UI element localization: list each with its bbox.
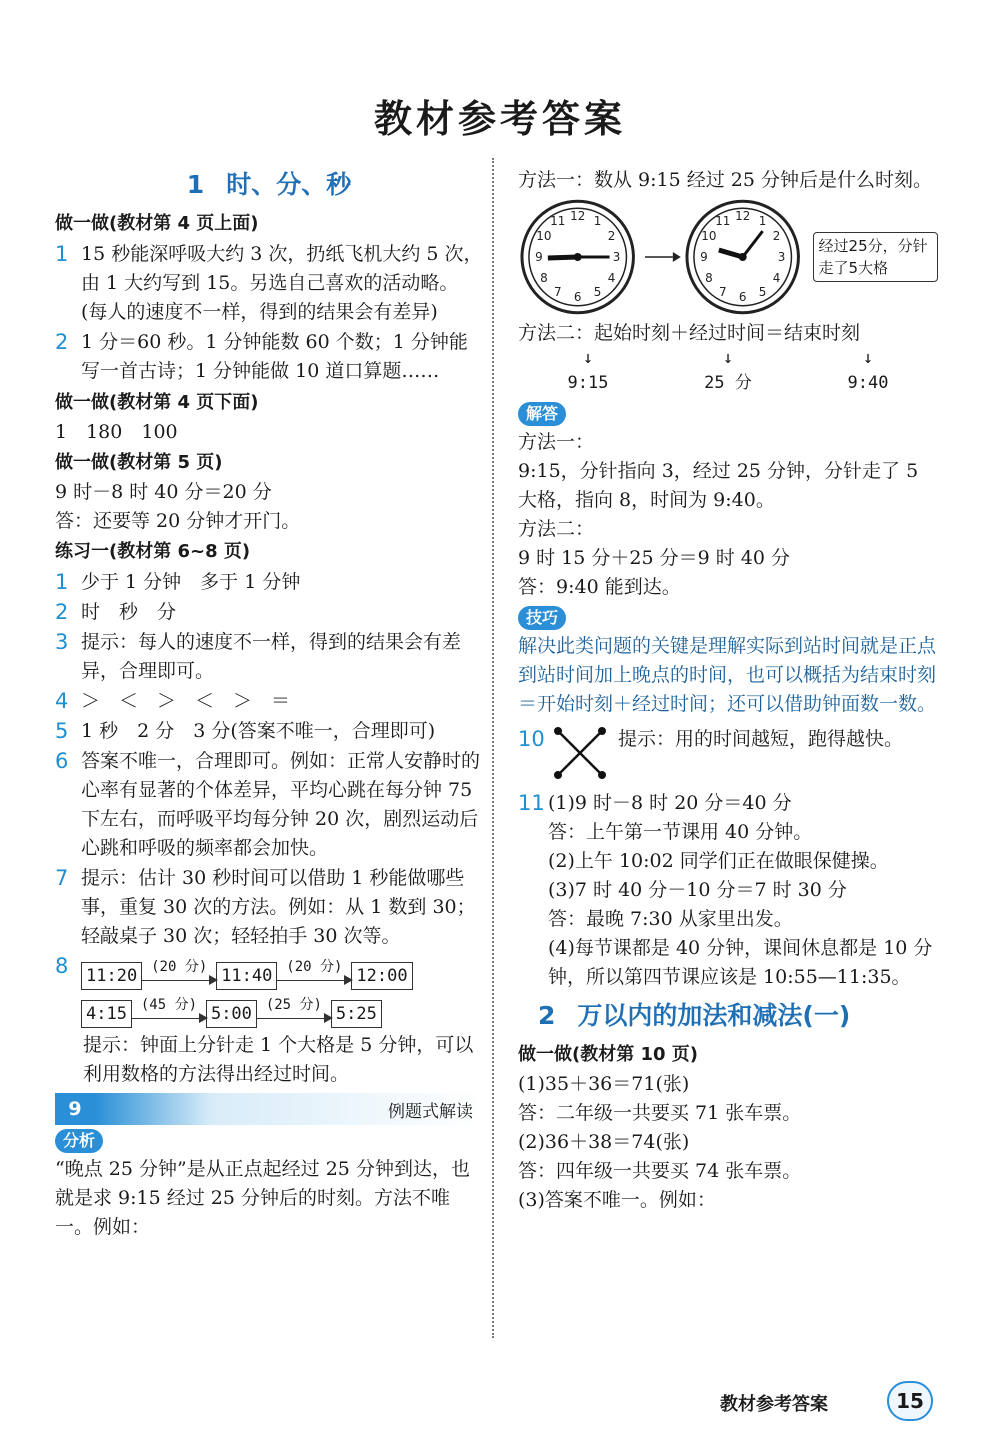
answer-badge: 解答 — [518, 402, 566, 426]
svg-text:1: 1 — [593, 214, 602, 229]
list-item: 4 ＞ ＜ ＞ ＜ ＞ ＝ — [55, 689, 291, 713]
time-box: 12:00 — [351, 962, 412, 990]
time-box: 11:40 — [216, 962, 277, 990]
svg-text:12: 12 — [570, 209, 586, 224]
clock-diagram — [518, 195, 938, 319]
section-title-1: 1 时、分、秒 — [186, 170, 352, 199]
heading-p4-top: 做一做(教材第 4 页上面) — [55, 213, 259, 234]
heading-exercise-1: 练习一(教材第 6~8 页) — [55, 541, 251, 562]
clock-note: 经过25分，分针走了5大格 — [813, 232, 938, 282]
equation-arrows — [518, 348, 938, 368]
skill-badge: 技巧 — [518, 606, 566, 630]
analysis-text: “晚点 25 分钟”是从正点起经过 25 分钟到达，也就是求 9:15 经过 25 分钟后的时刻。方法不唯一。例如： — [55, 1158, 470, 1238]
svg-text:1: 1 — [758, 214, 767, 229]
flow-arrow: (20 分) — [142, 960, 216, 990]
svg-text:3: 3 — [612, 249, 621, 264]
flow-arrow: (45 分) — [132, 998, 206, 1028]
answer-text: 1 180 100 — [55, 421, 178, 443]
answer-text: (1)35＋36＝71(张) — [518, 1073, 690, 1095]
answer-text: (3)答案不唯一。例如： — [518, 1189, 716, 1211]
svg-text:7: 7 — [719, 284, 727, 299]
svg-text:11: 11 — [715, 214, 731, 229]
answer-text: 方法二： — [518, 518, 595, 540]
list-item: 1 15 秒能深呼吸大约 3 次，扔纸飞机大约 5 次，由 1 大约写到 15。另选自己喜欢的活动略。(每人的速度不一样，得到的结果会有差异) — [55, 242, 483, 323]
arrow-right-icon — [643, 247, 683, 267]
answer-text: 9:15，分针指向 3，经过 25 分钟，分针走了 5 大格，指向 8，时间为 9:40。 — [518, 460, 919, 511]
method-2-intro: 方法二：起始时刻＋经过时间＝结束时刻 — [518, 322, 861, 344]
list-item: 3 提示：每人的速度不一样，得到的结果会有差异，合理即可。 — [55, 630, 462, 682]
arrow-down-icon: ↓ — [862, 348, 874, 368]
svg-text:9: 9 — [700, 249, 708, 264]
time-box: 5:25 — [331, 1000, 382, 1028]
matching-cross-icon — [552, 725, 608, 781]
arrow-down-icon: ↓ — [722, 348, 734, 368]
list-item: 2 1 分＝60 秒。1 分钟能数 60 个数；1 分钟能写一首古诗；1 分钟能做 10 道口算题…… — [55, 330, 468, 382]
list-item: 1 少于 1 分钟 多于 1 分钟 — [55, 570, 301, 594]
answer-text: 9 时 15 分＋25 分＝9 时 40 分 — [518, 547, 790, 569]
arrow-down-icon: ↓ — [582, 348, 594, 368]
svg-text:6: 6 — [739, 289, 747, 304]
svg-text:6: 6 — [573, 289, 582, 304]
svg-text:10: 10 — [701, 229, 717, 244]
time-box: 5:00 — [206, 1000, 257, 1028]
answer-text: (2)36＋38＝74(张) — [518, 1131, 690, 1153]
svg-text:8: 8 — [705, 270, 713, 285]
list-item-10: 10 提示：用的时间越短，跑得越快。 — [518, 725, 938, 781]
time-box: 4:15 — [81, 1000, 132, 1028]
page-title: 教材参考答案 — [373, 97, 626, 141]
svg-text:4: 4 — [607, 270, 616, 285]
svg-text:9: 9 — [535, 249, 543, 264]
list-item: 2 时 秒 分 — [55, 600, 177, 624]
svg-text:2: 2 — [607, 229, 616, 244]
analysis-badge: 分析 — [55, 1129, 103, 1153]
svg-text:7: 7 — [553, 284, 562, 299]
answer-text: 方法一： — [518, 431, 595, 453]
clock-icon-9-40 — [683, 198, 808, 316]
column-divider — [492, 158, 494, 1338]
clock-icon-9-15 — [518, 198, 643, 316]
svg-text:10: 10 — [536, 229, 552, 244]
answer-text: 9 时－8 时 40 分＝20 分 — [55, 481, 272, 503]
answer-text: 答：9:40 能到达。 — [518, 576, 681, 598]
list-item-11: 11 (1)9 时－8 时 20 分＝40 分 答：上午第一节课用 40 分钟。 (2)上午 10:02 同学们正在做眼保健操。 (3)7 时 40 分－10 分＝7 时 30 分 答：最晚 7:30 从家里出发。 (4)每节课都是 40 分钟，课间休息都是 10 分钟，所以第四节课应该是 10:55—11:35。 — [518, 791, 933, 988]
time-flow-row-1 — [81, 954, 483, 990]
svg-text:8: 8 — [540, 270, 548, 285]
list-item: 6 答案不唯一，合理即可。例如：正常人安静时的心率有显著的个体差异，平均心跳在每分钟 75 下左右，而呼吸平均每分钟 20 次，剧烈运动后心跳和呼吸的频率都会加快。 — [55, 749, 481, 859]
svg-text:2: 2 — [772, 229, 781, 244]
svg-text:11: 11 — [550, 214, 566, 229]
skill-text: 解决此类问题的关键是理解实际到站时间就是正点到站时间加上晚点的时间，也可以概括为结束时刻＝开始时刻＋经过时间；还可以借助钟面数一数。 — [518, 635, 937, 715]
method-1-intro: 方法一：数从 9:15 经过 25 分钟后是什么时刻。 — [518, 169, 933, 191]
right-column — [518, 162, 938, 1215]
answer-text: 答：还要等 20 分钟才开门。 — [55, 510, 301, 532]
svg-text:12: 12 — [735, 209, 751, 224]
answer-text: 答：四年级一共要买 74 张车票。 — [518, 1160, 802, 1182]
equation-values: 9:15 25 分 9:40 — [567, 373, 889, 393]
time-box: 11:20 — [81, 962, 142, 990]
heading-p4-bottom: 做一做(教材第 4 页下面) — [55, 392, 259, 413]
left-column — [55, 162, 483, 1242]
list-item: 5 1 秒 2 分 3 分(答案不唯一，合理即可) — [55, 719, 436, 743]
flow-arrow: (20 分) — [277, 960, 351, 990]
heading-p5: 做一做(教材第 5 页) — [55, 452, 223, 473]
footer-label: 教材参考答案 — [720, 1394, 828, 1415]
answer-text: 答：二年级一共要买 71 张车票。 — [518, 1102, 802, 1124]
list-item: 7 提示：估计 30 秒时间可以借助 1 秒能做哪些事，重复 30 次的方法。例如：从 1 数到 30；轻敲桌子 30 次；轻轻拍手 30 次等。 — [55, 866, 476, 947]
svg-text:3: 3 — [777, 249, 786, 264]
svg-text:5: 5 — [758, 284, 767, 299]
time-flow-row-2 — [81, 992, 483, 1028]
flow-arrow: (25 分) — [257, 998, 331, 1028]
svg-text:5: 5 — [593, 284, 602, 299]
tip-text: 提示：钟面上分针走 1 个大格是 5 分钟，可以利用数格的方法得出经过时间。 — [83, 1034, 474, 1085]
section-title-2: 2 万以内的加法和减法(一) — [538, 1001, 851, 1030]
svg-text:4: 4 — [772, 270, 781, 285]
heading-p10: 做一做(教材第 10 页) — [518, 1044, 699, 1065]
page-number: 15 — [887, 1381, 933, 1421]
list-item-8: 8 11:20 (20 分) 11:40 (20 分) 12:00 4:15 (45 分) 5:00 (25 分) 5:25 — [55, 952, 483, 1030]
example-band: 9 例题式解读 — [55, 1093, 483, 1125]
